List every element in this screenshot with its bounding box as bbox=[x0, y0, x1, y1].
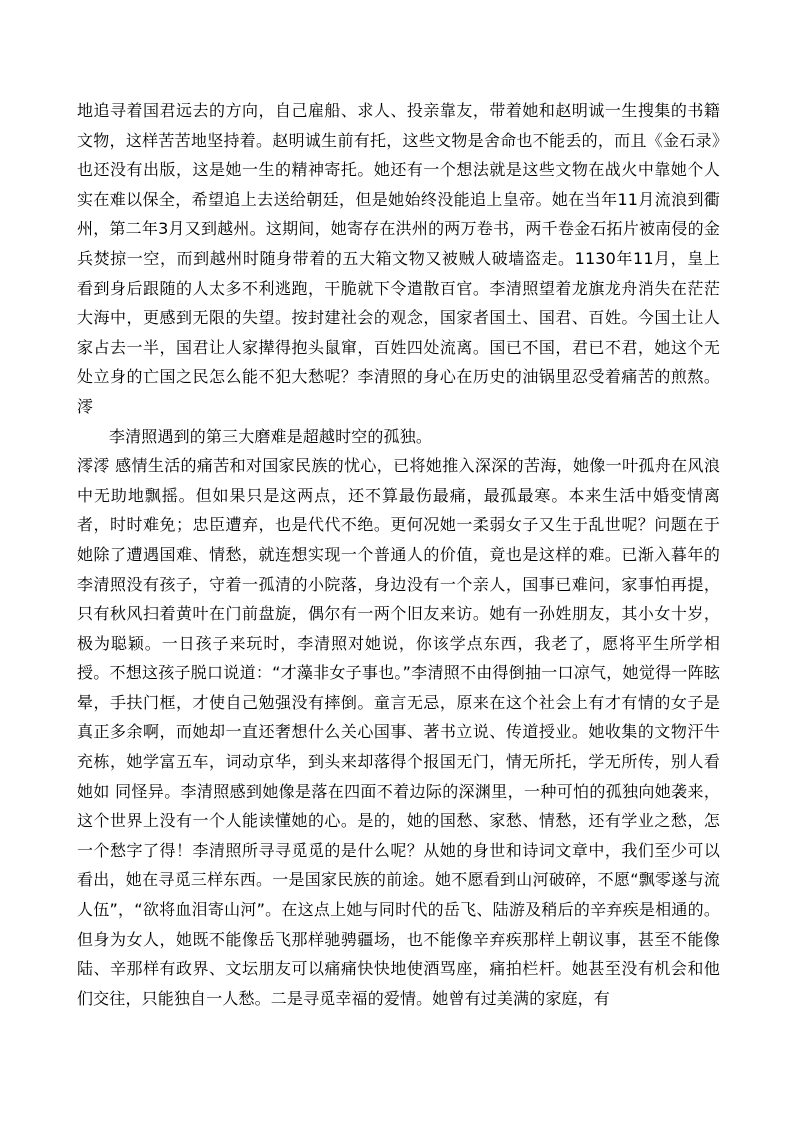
paragraph-1: 地追寻着国君远去的方向，自己雇船、求人、投亲靠友，带着她和赵明诚一生搜集的书籍文物，这样苦苦地坚持着。赵明诚生前有托，这些文物是舍命也不能丢的，而且《金石录》也还没有出版，这是她一生的精神寄托。她还有一个想法就是这些文物在战火中靠她个人实在难以保全，希望追上去送给朝廷，但是她始终没能追上皇帝。她在当年11月流浪到衢州，第二年3月又到越州。这期间，她寄存在洪州的两万卷书，两千卷金石拓片被南侵的金兵焚掠一空，而到越州时随身带着的五大箱文物又被贼人破墙盗走。1130年11月，皇上看到身后跟随的人太多不利逃跑，干脆就下令遣散百官。李清照望着龙旗龙舟消失在茫茫大海中，更感到无限的失望。按封建社会的观念，国家者国土、国君、百姓。今国土让人家占去一半，国君让人家撵得抱头鼠窜，百姓四处流离。国已不国，君已不君，她这个无处立身的亡国之民怎么能不犯大愁呢？李清照的身心在历史的油锅里忍受着痛苦的煎熬。澪 bbox=[77, 101, 720, 416]
document-page bbox=[77, 96, 720, 1013]
paragraph-3: 澪澪 感情生活的痛苦和对国家民族的忧心，已将她推入深深的苦海，她像一叶孤舟在风浪中无助地飘摇。但如果只是这两点，还不算最伤最痛，最孤最寒。本来生活中婚变情离者，时时难免；忠臣遭弃，也是代代不绝。更何况她一柔弱女子又生于乱世呢？问题在于她除了遭遇国难、情愁，就连想实现一个普通人的价值，竟也是这样的难。已渐入暮年的李清照没有孩子，守着一孤清的小院落，身边没有一个亲人，国事已难问，家事怕再提，只有秋风扫着黄叶在门前盘旋，偶尔有一两个旧友来访。她有一孙姓朋友，其小女十岁，极为聪颖。一日孩子来玩时，李清照对她说，你该学点东西，我老了，愿将平生所学相授。不想这孩子脱口说道：“才藻非女子事也。”李清照不由得倒抽一口凉气，她觉得一阵眩晕，手扶门框，才使自己勉强没有摔倒。童言无忌，原来在这个社会上有才有情的女子是真正多余啊，而她却一直还奢想什么关心国事、著书立说、传道授业。她收集的文物汗牛充栋，她学富五车，词动京华，到头来却落得个报国无门，情无所托，学无所传，别人看她如 同怪异。李清照感到她像是落在四面不着边际的深渊里，一种可怕的孤独向她袭来，这个世界上没有一个人能读懂她的心。是的，她的国愁、家愁、情愁，还有学业之愁，怎一个愁字了得！李清照所寻寻觅觅的是什么呢？从她的身世和诗词文章中，我们至少可以看出，她在寻觅三样东西。一是国家民族的前途。她不愿看到山河破碎，不愿“飘零遂与流人伍”，“欲将血泪寄山河”。在这点上她与同时代的岳飞、陆游及稍后的辛弃疾是相通的。但身为女人，她既不能像岳飞那样驰骋疆场，也不能像辛弃疾那样上朝议事，甚至不能像陆、辛那样有政界、文坛朋友可以痛痛快快地使酒骂座，痛拍栏杆。她甚至没有机会和他们交往，只能独自一人愁。二是寻觅幸福的爱情。她曾有过美满的家庭，有 bbox=[77, 456, 720, 1008]
paragraph-2: 李清照遇到的第三大磨难是超越时空的孤独。 bbox=[109, 426, 433, 446]
